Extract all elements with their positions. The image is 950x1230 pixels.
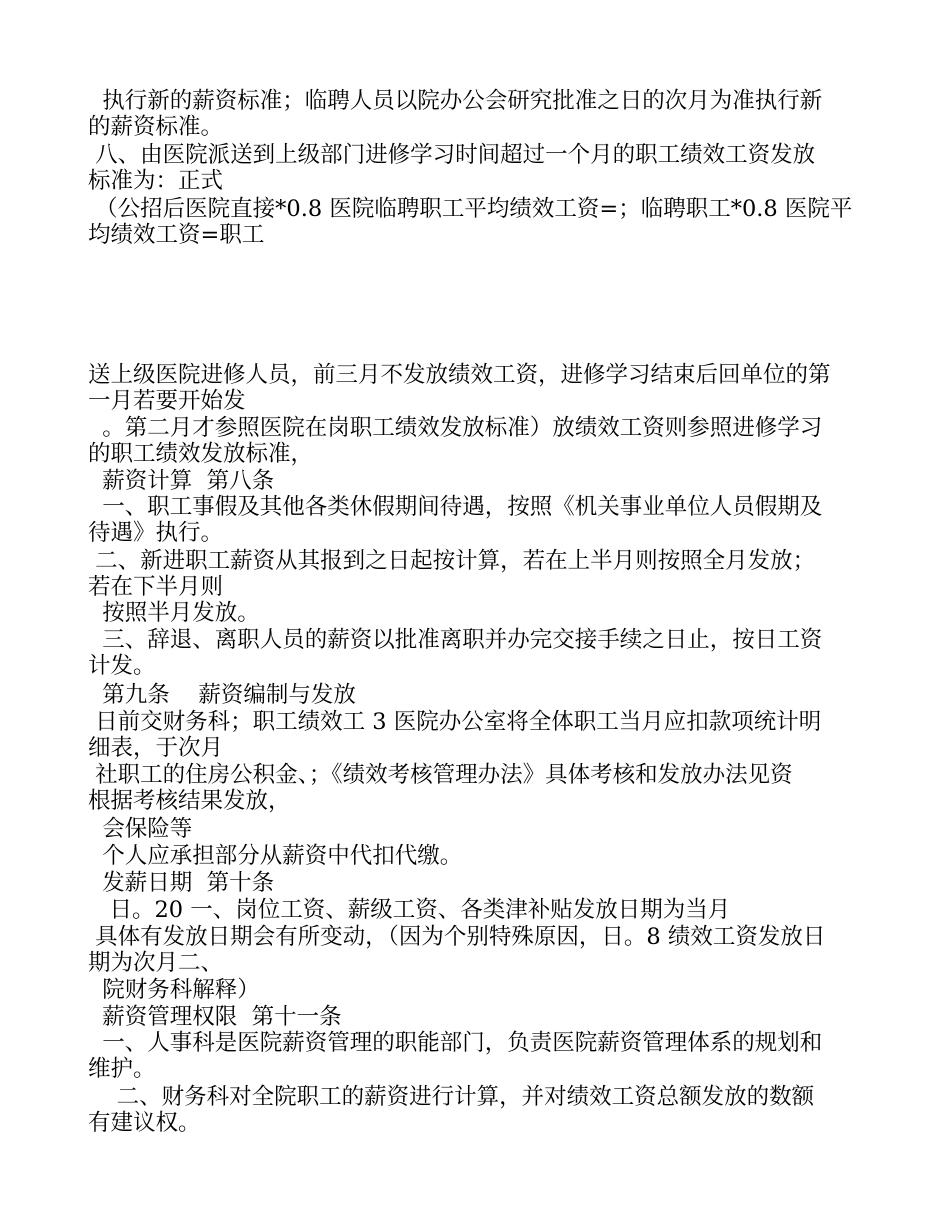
paragraph	[88, 762, 863, 814]
text-line: （公招后医院直接*0.8 医院临聘职工平均绩效工资=；临聘职工*0.8 医院平	[88, 196, 853, 222]
paragraph	[88, 1030, 863, 1082]
text-line: 日前交财务科；职工绩效工 3 医院办公室将全体职工当月应扣款项统计明	[88, 709, 822, 735]
text-line: 标准为：正式	[88, 168, 224, 194]
paragraph	[88, 627, 863, 679]
text-line: 具体有发放日期会有所变动，（因为个别特殊原因，日。8 绩效工资发放日	[88, 924, 826, 950]
paragraph	[88, 843, 863, 869]
text-line: 维护。	[88, 1056, 156, 1082]
text-line: 按照半月发放。	[88, 600, 260, 626]
text-line: 送上级医院进修人员，前三月不发放绩效工资，进修学习结束后回单位的第	[88, 362, 831, 388]
text-line: 薪资管理权限 第十一条	[88, 1004, 342, 1030]
text-line: 一、职工事假及其他各类休假期间待遇，按照《机关事业单位人员假期及	[88, 494, 823, 520]
text-line: 。第二月才参照医院在岗职工绩效发放标准）放绩效工资则参照进修学习	[88, 415, 823, 441]
text-line: 一月若要开始发	[88, 388, 246, 414]
text-line: 的薪资标准。	[88, 114, 224, 140]
text-line: 个人应承担部分从薪资中代扣代缴。	[88, 843, 463, 869]
text-line: 社职工的住房公积金、；《绩效考核管理办法》具体考核和发放办法见资	[88, 762, 793, 788]
section-heading	[88, 468, 863, 494]
section-heading	[88, 682, 863, 708]
paragraph	[88, 196, 863, 248]
text-line: 有建议权。	[88, 1110, 201, 1136]
text-line: 一、人事科是医院薪资管理的职能部门，负责医院薪资管理体系的规划和	[88, 1030, 823, 1056]
text-line: 薪资计算 第八条	[88, 468, 275, 494]
text-line: 根据考核结果发放，	[88, 788, 291, 814]
paragraph	[88, 142, 863, 194]
paragraph	[88, 548, 863, 600]
text-line: 计发。	[88, 653, 156, 679]
section-heading	[88, 1004, 863, 1030]
text-line: 日。20 一、岗位工资、薪级工资、各类津补贴发放日期为当月	[88, 897, 731, 923]
text-line: 第九条 薪资编制与发放	[88, 682, 356, 708]
paragraph	[88, 415, 863, 467]
paragraph	[88, 362, 863, 414]
paragraph	[88, 88, 863, 140]
text-line: 待遇》执行。	[88, 520, 224, 546]
text-line: 细表，于次月	[88, 735, 224, 761]
text-line: 均绩效工资=职工	[88, 222, 265, 248]
text-line: 发薪日期 第十条	[88, 870, 275, 896]
paragraph	[88, 977, 863, 1003]
paragraph	[88, 600, 863, 626]
text-line: 三、辞退、离职人员的薪资以批准离职并办完交接手续之日止，按日工资	[88, 627, 823, 653]
section-heading	[88, 870, 863, 896]
text-line: 二、财务科对全院职工的薪资进行计算，并对绩效工资总额发放的数额	[88, 1084, 815, 1110]
paragraph	[88, 709, 863, 761]
text-line: 执行新的薪资标准；临聘人员以院办公会研究批准之日的次月为准执行新	[88, 88, 823, 114]
paragraph	[88, 924, 863, 976]
text-line: 二、新进职工薪资从其报到之日起按计算，若在上半月则按照全月发放；	[88, 548, 816, 574]
text-line: 八、由医院派送到上级部门进修学习时间超过一个月的职工绩效工资发放	[88, 142, 816, 168]
paragraph	[88, 816, 863, 842]
text-line: 若在下半月则	[88, 574, 224, 600]
text-line: 会保险等	[88, 816, 193, 842]
paragraph	[88, 897, 863, 923]
paragraph	[88, 494, 863, 546]
text-line: 院财务科解释）	[88, 977, 260, 1003]
text-line: 期为次月二、	[88, 950, 224, 976]
text-line: 的职工绩效发放标准，	[88, 441, 314, 467]
paragraph	[88, 1084, 863, 1136]
